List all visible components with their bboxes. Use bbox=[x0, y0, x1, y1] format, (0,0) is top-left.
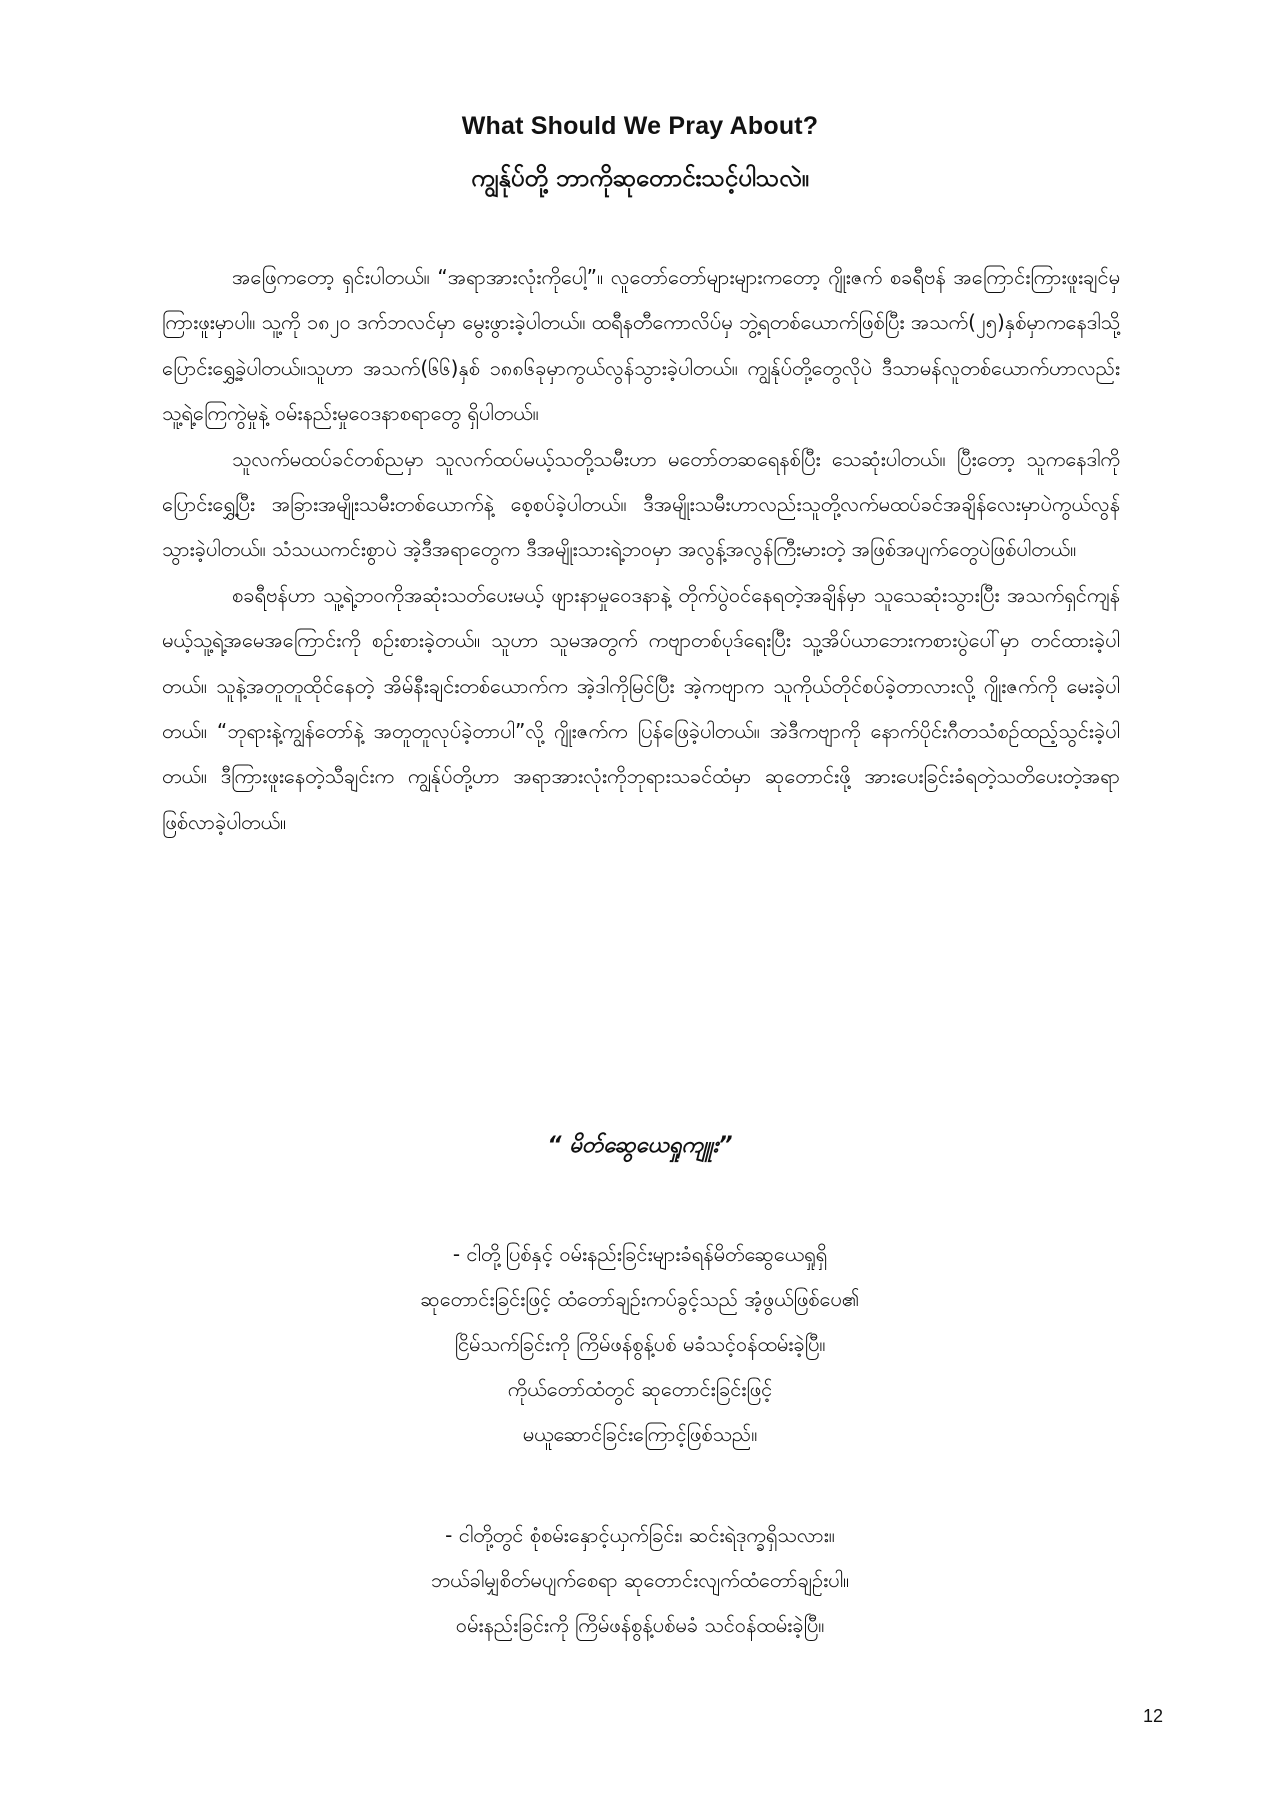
stanza-line: ဘယ်ခါမျှစိတ်မပျက်စေရာ ဆုတောင်းလျက်ထံတော်ချဉ်းပါ။ bbox=[430, 1568, 850, 1592]
hymn-title: “ မိတ်ဆွေယေရှုကျူး” bbox=[547, 1133, 733, 1158]
stanza-line: - ငါတို့တွင် စုံစမ်းနှောင့်ယှက်ခြင်း၊ ဆင်းရဲဒုက္ခရှိသလား။ bbox=[445, 1523, 835, 1547]
paragraph: စခရီဗန်ဟာ သူ့ရဲ့ဘဝကိုအဆုံးသတ်ပေးမယ့် ဖျားနာမှုဝေဒနာနဲ့ တိုက်ပွဲဝင်နေရတဲ့အချိန်မှာ သူသေဆုံးသွားပြီး အသက်ရှင်ကျန်မယ့်သူ့ရဲ့အမေအကြောင်းကို စဉ်းစားခဲ့တယ်။ သူဟာ သူမအတွက် ကဗျာတစ်ပုဒ်ရေးပြီး သူ့အိပ်ယာဘေးကစားပွဲပေါ်မှာ တင်ထားခဲ့ပါတယ်။ သူနဲ့အတူတူထိုင်နေတဲ့ အိမ်နီးချင်းတစ်ယောက်က အဲ့ဒါကိုမြင်ပြီး အဲ့ကဗျာက သူကိုယ်တိုင်စပ်ခဲ့တာလားလို့ ဂျိုးဇက်ကို မေးခဲ့ပါတယ်။ “ဘုရားနဲ့ကျွန်တော်နဲ့ အတူတူလုပ်ခဲ့တာပါ”လို့ ဂျိုးဇက်က ပြန်ဖြေခဲ့ပါတယ်။ အဲဒီကဗျာကို နောက်ပိုင်းဂီတသံစဉ်ထည့်သွင်းခဲ့ပါတယ်။ ဒီကြားဖူးနေတဲ့သီချင်းက ကျွန်ုပ်တို့ဟာ အရာအားလုံးကိုဘုရားသခင်ထံမှာ ဆုတောင်းဖို့ အားပေးခြင်းခံရတဲ့သတိပေးတဲ့အရာဖြစ်လာခဲ့ပါတယ်။ bbox=[162, 582, 1120, 834]
hymn-stanza-2 bbox=[0, 1513, 1280, 1648]
stanza-line: ဝမ်းနည်းခြင်းကို ကြိမ်ဖန်စွန့်ပစ်မခံ သင်ဝန်ထမ်းခဲ့ပြီ။ bbox=[455, 1613, 825, 1637]
stanza-line: ဆုတောင်းခြင်းဖြင့် ထံတော်ချဉ်းကပ်ခွင့်သည် အံ့ဖွယ်ဖြစ်ပေ၏ bbox=[420, 1287, 860, 1311]
page-title-burmese: ကျွန်ုပ်တို့ ဘာကိုဆုတောင်းသင့်ပါသလဲ။ bbox=[471, 164, 809, 192]
hymn-stanza-1 bbox=[0, 1232, 1280, 1457]
stanza-line: - ငါတို့ပြစ်နှင့် ဝမ်းနည်းခြင်းများခံရန်မိတ်ဆွေယေရှုရှိ bbox=[452, 1242, 828, 1266]
paragraph: သူလက်မထပ်ခင်တစ်ညမှာ သူလက်ထပ်မယ့်သတို့သမီးဟာ မတော်တဆရေနစ်ပြီး သေဆုံးပါတယ်။ ပြီးတော့ သူကနေဒါကိုပြောင်းရွှေ့ပြီး အခြားအမျိုးသမီးတစ်ယောက်နဲ့ စေ့စပ်ခဲ့ပါတယ်။ ဒီအမျိုးသမီးဟာလည်းသူတို့လက်မထပ်ခင်အချိန်လေးမှာပဲကွယ်လွန်သွားခဲ့ပါတယ်။ သံသယကင်းစွာပဲ အဲ့ဒီအရာတွေက ဒီအမျိုးသားရဲ့ဘဝမှာ အလွန့်အလွန်ကြီးမားတဲ့ အဖြစ်အပျက်တွေပဲဖြစ်ပါတယ်။ bbox=[162, 446, 1120, 562]
page-title-english: What Should We Pray About? bbox=[461, 112, 819, 140]
paragraph: အဖြေကတော့ ရှင်းပါတယ်။ “အရာအားလုံးကိုပေါ့”။ လူတော်တော်များများကတော့ ဂျိုးဇက် စခရီဗန် အကြောင်းကြားဖူးချင်မှ ကြားဖူးမှာပါ။ သူ့ကို ၁၈၂၀ ဒက်ဘလင်မှာ မွေးဖွားခဲ့ပါတယ်။ ထရီနတီကောလိပ်မှ ဘွဲ့ရတစ်ယောက်ဖြစ်ပြီး အသက်(၂၅)နှစ်မှာကနေဒါသို့ပြောင်းရွှေ့ခဲ့ပါတယ်။သူဟာ အသက်(၆၆)နှစ် ၁၈၈၆ခုမှာကွယ်လွန်သွားခဲ့ပါတယ်။ ကျွန်ုပ်တို့တွေလိုပဲ ဒီသာမန်လူတစ်ယောက်ဟာလည်း သူ့ရဲ့ကြေကွဲမှုနဲ့ ဝမ်းနည်းမှုဝေဒနာစရာတွေ ရှိပါတယ်။ bbox=[162, 265, 1120, 426]
stanza-line: ငြိမ်သက်ခြင်းကို ကြိမ်ဖန်စွန့်ပစ် မခံသင့်ဝန်ထမ်းခဲ့ပြီ။ bbox=[454, 1332, 826, 1356]
body-text bbox=[162, 255, 1120, 845]
page-number: 12 bbox=[1143, 1706, 1164, 1726]
stanza-line: ကိုယ်တော်ထံတွင် ဆုတောင်းခြင်းဖြင့် bbox=[507, 1377, 773, 1401]
stanza-line: မယူဆောင်ခြင်းကြောင့်ဖြစ်သည်။ bbox=[522, 1422, 758, 1446]
